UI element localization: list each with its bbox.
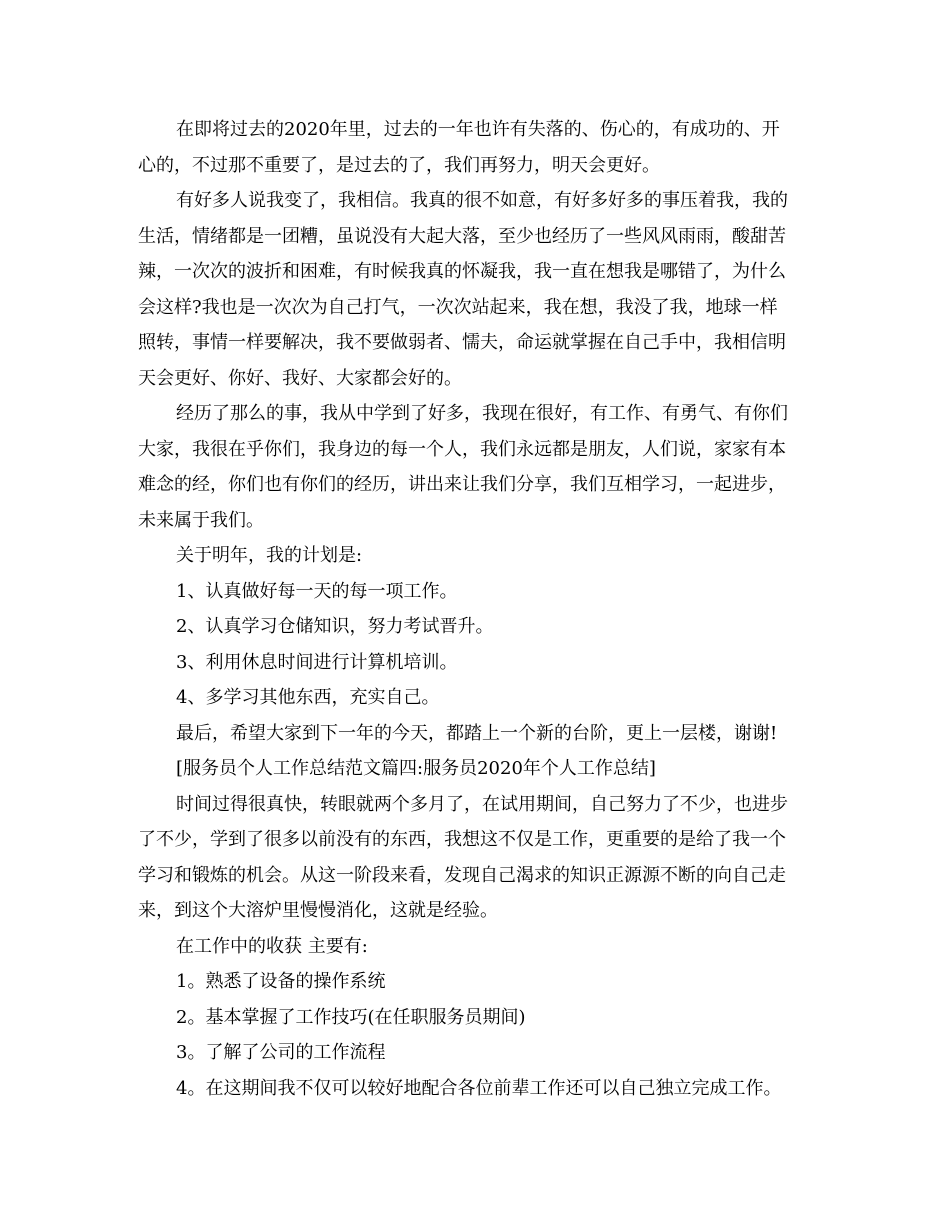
text-line: 生活，情绪都是一团糟，虽说没有大起大落，至少也经历了一些风风雨雨，酸甜苦 xyxy=(138,225,786,247)
text-line: 经历了那么的事，我从中学到了好多，我现在很好，有工作、有勇气、有你们 xyxy=(176,403,788,424)
text-line: 会这样?我也是一次次为自己打气，一次次站起来，我在想，我没了我，地球一样 xyxy=(138,296,778,318)
text-line: 在即将过去的2020年里，过去的一年也许有失落的、伤心的，有成功的、开 xyxy=(176,119,780,140)
text-line: 未来属于我们。 xyxy=(138,509,264,531)
text-line: 难念的经，你们也有你们的经历，讲出来让我们分享，我们互相学习，一起进步， xyxy=(138,474,786,495)
text-line: 最后，希望大家到下一年的今天，都踏上一个新的台阶，更上一层楼，谢谢! xyxy=(176,722,778,744)
text-line: 来，到这个大溶炉里慢慢消化，这就是经验。 xyxy=(138,900,498,921)
text-line: 了不少，学到了很多以前没有的东西，我想这不仅是工作，更重要的是给了我一个 xyxy=(138,829,786,850)
text-line: 照转，事情一样要解决，我不要做弱者、懦夫，命运就掌握在自己手中，我相信明 xyxy=(138,332,786,353)
text-line: 学习和锻炼的机会。从这一阶段来看，发现自己渴求的知识正源源不断的向自己走 xyxy=(138,864,786,886)
text-line: 心的，不过那不重要了，是过去的了，我们再努力，明天会更好。 xyxy=(138,154,660,176)
text-line: 有好多人说我变了，我相信。我真的很不如意，有好多好多的事压着我，我的 xyxy=(176,190,788,211)
text-line: 2。基本掌握了工作技巧(在任职服务员期间) xyxy=(176,1006,526,1028)
text-line: [服务员个人工作总结范文篇四:服务员2020年个人工作总结] xyxy=(176,758,656,779)
text-line: 天会更好、你好、我好、大家都会好的。 xyxy=(138,367,462,389)
text-line: 3。了解了公司的工作流程 xyxy=(176,1042,386,1063)
text-line: 1、认真做好每一天的每一项工作。 xyxy=(176,580,458,602)
text-line: 4。在这期间我不仅可以较好地配合各位前辈工作还可以自己独立完成工作。 xyxy=(176,1077,782,1099)
text-line: 辣，一次次的波折和困难，有时候我真的怀凝我，我一直在想我是哪错了，为什么 xyxy=(138,261,786,282)
text-line: 3、利用休息时间进行计算机培训。 xyxy=(176,651,458,673)
document-body xyxy=(138,112,818,1106)
text-line: 在工作中的收获 主要有: xyxy=(176,935,368,957)
text-line: 1。熟悉了设备的操作系统 xyxy=(176,971,386,992)
text-line: 关于明年，我的计划是: xyxy=(176,545,363,566)
text-line: 时间过得很真快，转眼就两个多月了，在试用期间，自己努力了不少，也进步 xyxy=(176,793,788,815)
text-line: 2、认真学习仓储知识，努力考试晋升。 xyxy=(176,616,494,637)
text-line: 大家，我很在乎你们，我身边的每一个人，我们永远都是朋友，人们说，家家有本 xyxy=(138,438,786,460)
text-line: 4、多学习其他东西，充实自己。 xyxy=(176,687,440,708)
